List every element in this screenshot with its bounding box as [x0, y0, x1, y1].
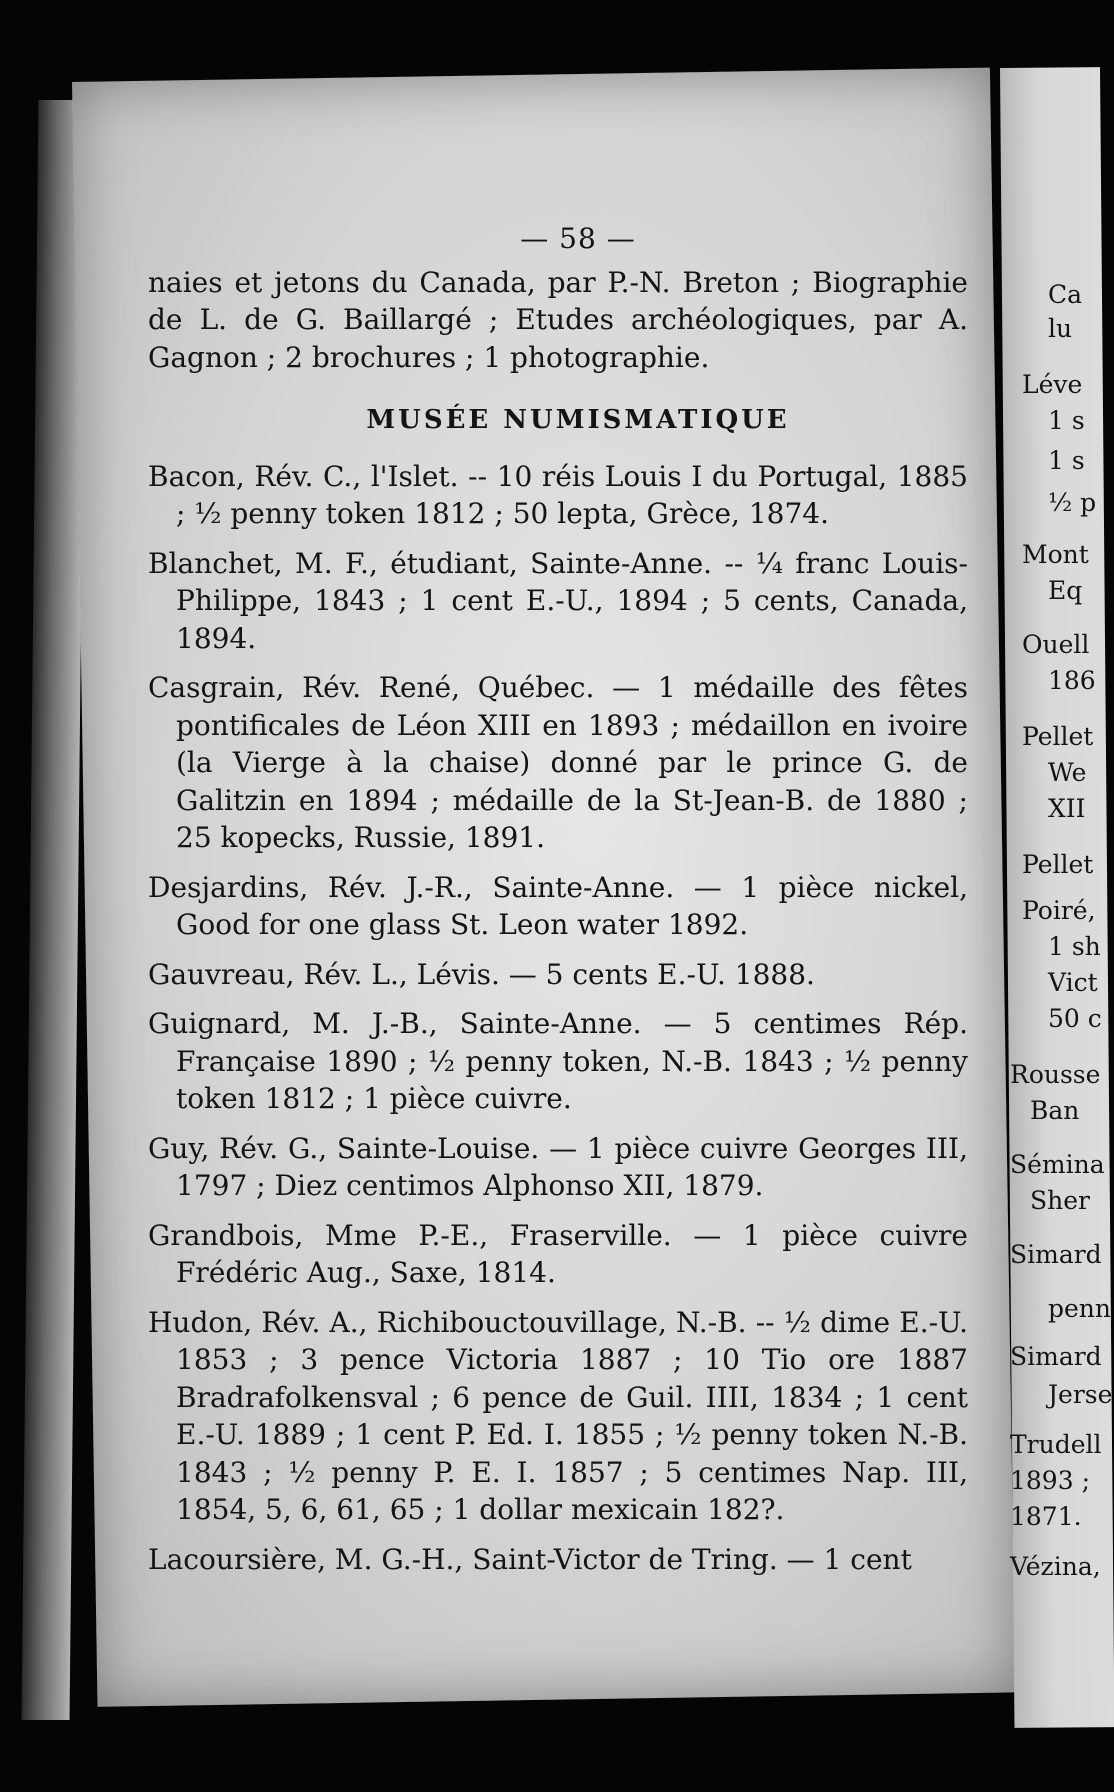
list-item: Bacon, Rév. C., l'Islet. -- 10 réis Louis I du Portugal, 1885 ; ½ penny token 1812 ; 50 lepta, Grèce, 1874.	[148, 459, 968, 530]
facing-line: Pellet	[1022, 722, 1094, 751]
list-item: Grandbois, Mme P.-E., Fraserville. — 1 pièce cuivre Frédéric Aug., Saxe, 1814.	[148, 1218, 968, 1289]
facing-line: Vézina,	[1010, 1552, 1101, 1581]
facing-line: Poiré,	[1022, 896, 1096, 925]
entry-list	[148, 458, 968, 1579]
page-text	[148, 220, 968, 1590]
facing-line: Rousse	[1010, 1060, 1101, 1089]
facing-line: Vict	[1048, 968, 1098, 997]
facing-line: Sher	[1030, 1186, 1090, 1215]
facing-line: Simard	[1010, 1342, 1102, 1371]
list-item: Blanchet, M. F., étudiant, Sainte-Anne. -- ¼ franc Louis-Philippe, 1843 ; 1 cent E.-U., 1894 ; 5 cents, Canada, 1894.	[148, 546, 968, 655]
facing-line: 1893 ;	[1010, 1466, 1090, 1495]
list-item: Desjardins, Rév. J.-R., Sainte-Anne. — 1 pièce nickel, Good for one glass St. Leon water 1892.	[148, 870, 968, 941]
facing-line: 186	[1048, 666, 1096, 695]
opening-paragraph: naies et jetons du Canada, par P.-N. Breton ; Biographie de L. de G. Baillargé ; Etudes archéologiques, par A. Gagnon ; 2 brochures ; 1 photographie.	[148, 265, 968, 374]
facing-line: Ca	[1048, 280, 1083, 309]
list-item: Gauvreau, Rév. L., Lévis. — 5 cents E.-U. 1888.	[148, 957, 815, 991]
facing-line: lu	[1048, 314, 1073, 343]
list-item: Lacoursière, M. G.-H., Saint-Victor de Tring. — 1 cent	[148, 1542, 912, 1576]
facing-line: Pellet	[1022, 850, 1094, 879]
facing-line: 1871.	[1010, 1502, 1082, 1531]
list-item: Casgrain, Rév. René, Québec. — 1 médaille des fêtes pontificales de Léon XIII en 1893 ; médaillon en ivoire (la Vierge à la chaise) donné par le prince G. de Galitzin en 1894 ; médaille de la St-Jean-B. de 1880 ; 25 kopecks, Russie, 1891.	[148, 671, 968, 854]
list-item: Guy, Rév. G., Sainte-Louise. — 1 pièce cuivre Georges III, 1797 ; Diez centimos Alphonso XII, 1879.	[148, 1131, 968, 1202]
facing-line: Ban	[1030, 1096, 1080, 1125]
facing-line: 1 sh	[1048, 932, 1101, 961]
facing-line: Jerse	[1048, 1380, 1113, 1409]
section-heading: MUSÉE NUMISMATIQUE	[366, 405, 790, 435]
facing-line: 50 c	[1048, 1004, 1102, 1033]
facing-line: ½ p	[1048, 488, 1097, 517]
facing-line: Ouell	[1022, 630, 1090, 659]
list-item: Guignard, M. J.-B., Sainte-Anne. — 5 centimes Rép. Française 1890 ; ½ penny token, N.-B. 1843 ; ½ penny token 1812 ; 1 pièce cuivre.	[148, 1007, 968, 1115]
facing-line: XII	[1048, 794, 1086, 823]
facing-line: Simard	[1010, 1240, 1102, 1269]
facing-line: Eq	[1048, 576, 1083, 605]
facing-line: Sémina	[1010, 1150, 1105, 1179]
facing-line: 1 s	[1048, 446, 1085, 475]
page-number: — 58 —	[520, 222, 636, 255]
facing-line: 1 s	[1048, 406, 1085, 435]
facing-line: Trudell	[1010, 1430, 1102, 1459]
facing-line: We	[1048, 758, 1087, 787]
list-item: Hudon, Rév. A., Richibouctouvillage, N.-B. -- ½ dime E.-U. 1853 ; 3 pence Victoria 1887 ; 10 Tio ore 1887 Bradrafolkensval ; 6 pence de Guil. IIII, 1834 ; 1 cent E.-U. 1889 ; 1 cent P. Ed. I. 1855 ; ½ penny token N.-B. 1843 ; ½ penny P. E. I. 1857 ; 5 centimes Nap. III, 1854, 5, 6, 61, 65 ; 1 dollar mexicain 182?.	[148, 1305, 968, 1526]
facing-line: penn	[1048, 1294, 1112, 1323]
facing-line: Léve	[1022, 370, 1083, 399]
facing-line: Mont	[1022, 540, 1089, 569]
